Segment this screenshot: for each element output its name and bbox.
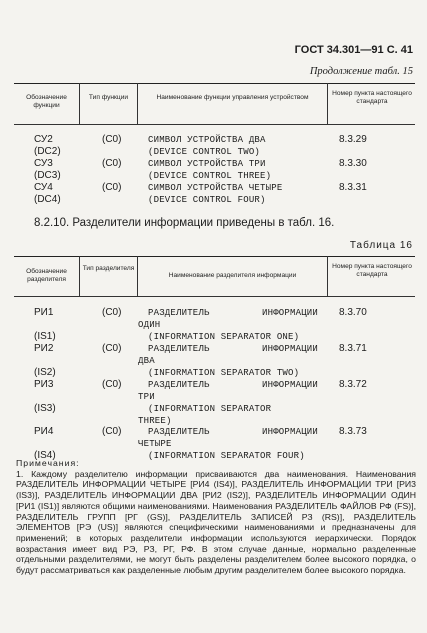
column-divider [79,256,80,296]
table-cell-name: ИНФОРМАЦИИ [262,308,319,318]
table-cell-code: РИ4 [34,426,54,437]
table-cell-number: 8.3.29 [339,134,367,145]
table-cell-name: СИМВОЛ УСТРОЙСТВА ТРИ [148,159,266,169]
table-cell-code: РИ1 [34,307,54,318]
table-cell-type: (С0) [102,426,122,437]
table-cell-name: (INFORMATION SEPARATOR [148,404,272,414]
page-header: ГОСТ 34.301—91 С. 41 [294,44,413,56]
table-top-rule [14,83,415,84]
table-cell-type: (С0) [102,134,122,145]
table-cell-name: РАЗДЕЛИТЕЛЬ [148,427,210,437]
table-cell-name: (DEVICE CONTROL TWO) [148,147,261,157]
table-cell-name: СИМВОЛ УСТРОЙСТВА ЧЕТЫРЕ [148,183,283,193]
note-1: 1. Каждому разделителю информации присваиваются два наименования. Наименования РАЗДЕЛИТЕЛЬ ИНФОРМАЦИИ ЧЕТЫРЕ [РИ4 (IS4)], РАЗДЕЛИТЕЛЬ ИНФОРМАЦИИ ТРИ [РИ3 (IS3)], РАЗДЕЛИТЕЛЬ ИНФОРМАЦИИ ДВА [РИ2 (IS2)], РАЗДЕЛИТЕЛЬ ИНФОРМАЦИИ ОДИН [РИ1 (IS1)] являются общими наименованиями. Наименования РАЗДЕЛИТЕЛЬ ФАЙЛОВ РФ (FS)], РАЗДЕЛИТЕЛЬ ГРУПП [РГ (GS)], РАЗДЕЛИТЕЛЬ ЗАПИСЕЙ РЗ (RS)], РАЗДЕЛИТЕЛЬ ЭЛЕМЕНТОВ [РЭ (US)] являются специфическими наименованиями и предназначены для применений; в которых разделители информации используются иерархически. Порядок возрастания имеет вид РЭ, РЗ, РГ, РФ. В этом случае данные, нормально разделенные отдельными разделителями, не могут быть разделены разделителем более высокого порядка, о будут рассматриваться как разделенные любым другим разделителем более высокого порядка. [16,468,416,576]
table-cell-type: (С0) [102,182,122,193]
column-header-name: Наименование функции управления устройством [156,94,309,101]
column-divider [137,83,138,124]
table-cell-number: 8.3.73 [339,426,367,437]
table-cell-number: 8.3.30 [339,158,367,169]
table-top-rule [14,256,415,257]
column-header-type: Тип разделителя [82,265,135,272]
column-header-code: Обозначение разделителя [26,268,67,283]
table-cell-type: (С0) [102,343,122,354]
table-cell-code: (IS3) [34,403,56,414]
table-cell-type: (С0) [102,379,122,390]
table-header-rule [14,124,415,125]
notes-title: Примечания: [16,458,80,468]
table-cell-name: (DEVICE CONTROL FOUR) [148,195,266,205]
column-header-number: Номер пункта настоящего стандарта [332,90,412,105]
table-cell-name: (INFORMATION SEPARATOR TWO) [148,368,300,378]
table-cell-name: СИМВОЛ УСТРОЙСТВА ДВА [148,135,266,145]
table-cell-code: СУ2 [34,134,53,145]
column-divider [327,256,328,296]
table-cell-code: (DC2) [34,146,61,157]
table-cell-name: ЧЕТЫРЕ [138,439,172,449]
table-cell-number: 8.3.31 [339,182,367,193]
table-cell-name: ИНФОРМАЦИИ [262,427,319,437]
table-cell-number: 8.3.70 [339,307,367,318]
table-cell-code: (DC4) [34,194,61,205]
table-cell-code: (IS1) [34,331,56,342]
column-divider [137,256,138,296]
table-header-rule [14,296,415,297]
table-cell-name: РАЗДЕЛИТЕЛЬ [148,344,210,354]
table-cell-name: ТРИ [138,392,155,402]
table-cell-name: (DEVICE CONTROL THREE) [148,171,272,181]
table-cell-number: 8.3.71 [339,343,367,354]
table-cell-name: ДВА [138,356,155,366]
table-cell-code: СУ4 [34,182,53,193]
column-header-number: Номер пункта настоящего стандарта [332,263,412,278]
table-cell-name: ОДИН [138,320,161,330]
table-cell-type: (С0) [102,158,122,169]
column-header-name: Наименование разделителя информации [168,272,297,279]
table-cell-code: (DC3) [34,170,61,181]
table-cell-code: (IS4) [34,450,56,461]
column-divider [327,83,328,124]
column-header-code: Обозначение функции [26,94,67,109]
table-cell-type: (С0) [102,307,122,318]
table-cell-name: ИНФОРМАЦИИ [262,380,319,390]
column-header-type: Тип функции [88,94,129,101]
table-cell-name: (INFORMATION SEPARATOR FOUR) [148,451,305,461]
table-cell-code: (IS2) [34,367,56,378]
table-cell-name: РАЗДЕЛИТЕЛЬ [148,380,210,390]
table-cell-number: 8.3.72 [339,379,367,390]
table-cell-code: РИ3 [34,379,54,390]
table-cell-name: РАЗДЕЛИТЕЛЬ [148,308,210,318]
table-cell-name: THREE) [138,416,172,426]
table-cell-name: (INFORMATION SEPARATOR ONE) [148,332,300,342]
table-continuation-label: Продолжение табл. 15 [309,66,413,77]
notes-section [16,458,416,576]
paragraph-8-2-10: 8.2.10. Разделители информации приведены в табл. 16. [34,217,335,229]
table-cell-code: СУ3 [34,158,53,169]
table-16-label: Таблица 16 [349,240,413,251]
table-cell-name: ИНФОРМАЦИИ [262,344,319,354]
column-divider [79,83,80,124]
table-cell-code: РИ2 [34,343,54,354]
